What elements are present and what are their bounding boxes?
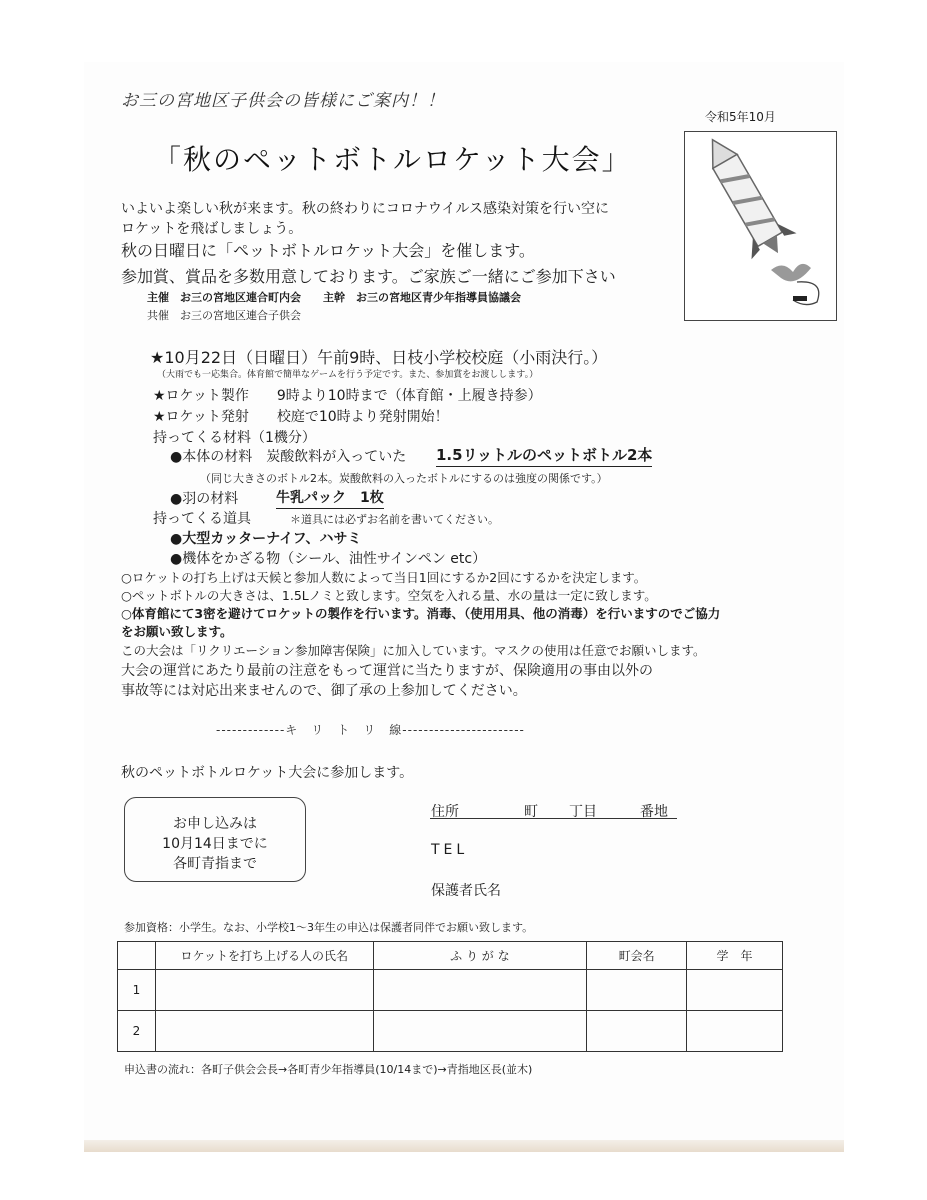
tool-1: ●大型カッターナイフ、ハサミ bbox=[170, 531, 362, 547]
header-grade: 学 年 bbox=[687, 942, 783, 970]
intro-line-3: 秋の日曜日に「ペットボトルロケット大会」を催します。 bbox=[121, 241, 535, 260]
header-town: 町会名 bbox=[587, 942, 687, 970]
cut-line: -------------キ リ ト リ 線----------------------- bbox=[216, 723, 525, 737]
town-cell[interactable] bbox=[587, 1011, 687, 1052]
wing-material-value: 牛乳パック 1枚 bbox=[276, 487, 384, 509]
rain-note: （大雨でも一応集合。体育館で簡単なゲームを行う予定です。また、参加賞をお渡しします。） bbox=[157, 370, 539, 380]
page-title: 「秋のペットボトルロケット大会」 bbox=[153, 143, 632, 176]
body-material-value: 1.5リットルのペットボトル2本 bbox=[436, 444, 652, 467]
furigana-cell[interactable] bbox=[373, 970, 587, 1011]
note-1: ○ロケットの打ち上げは天候と参加人数によって当日1回にするか2回にするかを決定します。 bbox=[121, 570, 647, 585]
note-4: この大会は「リクリエーション参加障害保険」に加入しています。マスクの使用は任意でお願いします。 bbox=[121, 643, 706, 658]
rocket-illustration bbox=[684, 131, 837, 321]
join-statement: 秋のペットボトルロケット大会に参加します。 bbox=[121, 765, 414, 781]
intro-line-4: 参加賞、賞品を多数用意しております。ご家族ご一緒にご参加下さい bbox=[121, 267, 616, 286]
issue-date: 令和5年10月 bbox=[705, 110, 776, 124]
address-label: 住所 bbox=[431, 804, 459, 820]
town-label: 町 bbox=[524, 804, 538, 820]
header-furigana: ふ り が な bbox=[373, 942, 587, 970]
note-3b: をお願い致します。 bbox=[121, 624, 233, 639]
body-material-label: ●本体の材料 炭酸飲料が入っていた bbox=[170, 449, 407, 465]
chome-label: 丁目 bbox=[569, 804, 597, 820]
build-time: ★ロケット製作 9時より10時まで（体育館・上履き持参） bbox=[153, 388, 542, 404]
name-cell[interactable] bbox=[155, 1011, 373, 1052]
row-number: 2 bbox=[118, 1011, 156, 1052]
name-cell[interactable] bbox=[155, 970, 373, 1011]
town-cell[interactable] bbox=[587, 970, 687, 1011]
note-6: 事故等には対応出来ませんので、御了承の上参加してください。 bbox=[121, 683, 527, 699]
address-field[interactable] bbox=[430, 818, 677, 819]
note-3a: ○体育館にて3密を避けてロケットの製作を行います。消毒、（使用用具、他の消毒）を行いますのでご協力 bbox=[121, 606, 721, 621]
deadline-line-3: 各町青指まで bbox=[173, 856, 257, 872]
deadline-box bbox=[124, 797, 306, 882]
registration-table bbox=[117, 941, 783, 1052]
table-header-row bbox=[118, 942, 783, 970]
banchi-label: 番地 bbox=[640, 804, 668, 820]
header-name: ロケットを打ち上げる人の氏名 bbox=[155, 942, 373, 970]
grade-cell[interactable] bbox=[687, 970, 783, 1011]
table-row bbox=[118, 970, 783, 1011]
rocket-icon bbox=[685, 132, 836, 320]
guardian-label: 保護者氏名 bbox=[431, 883, 501, 899]
application-flow: 申込書の流れ：各町子供会会長→各町青少年指導員(10/14まで)→青指地区長(並木) bbox=[124, 1063, 533, 1076]
event-datetime: ★10月22日（日曜日）午前9時、日枝小学校校庭（小雨決行。） bbox=[150, 348, 608, 367]
note-5: 大会の運営にあたり最前の注意をもって運営に当たりますが、保険適用の事由以外の bbox=[121, 663, 653, 679]
tools-heading: 持ってくる道具 bbox=[153, 511, 251, 527]
note-2: ○ペットボトルの大きさは、1.5Lノミと致します。空気を入れる量、水の量は一定に致します。 bbox=[121, 588, 657, 603]
wing-material-label: ●羽の材料 bbox=[170, 491, 239, 507]
deadline-line-1: お申し込みは bbox=[173, 816, 257, 832]
furigana-cell[interactable] bbox=[373, 1011, 587, 1052]
materials-heading: 持ってくる材料（1機分） bbox=[153, 430, 316, 446]
body-material-note: （同じ大きさのボトル2本。炭酸飲料の入ったボトルにするのは強度の関係です。） bbox=[200, 472, 608, 485]
header-number bbox=[118, 942, 156, 970]
intro-line-1: いよいよ楽しい秋が来ます。秋の終わりにコロナウイルス感染対策を行い空に bbox=[121, 201, 610, 217]
grade-cell[interactable] bbox=[687, 1011, 783, 1052]
tools-note: ＊道具には必ずお名前を書いてください。 bbox=[290, 513, 499, 526]
tool-2: ●機体をかざる物（シール、油性サインペン etc） bbox=[170, 551, 487, 567]
greeting-text: お三の宮地区子供会の皆様にご案内！！ bbox=[121, 91, 445, 111]
row-number: 1 bbox=[118, 970, 156, 1011]
paper-edge bbox=[84, 1140, 844, 1152]
eligibility-text: 参加資格：小学生。なお、小学校1～3年生の申込は保護者同伴でお願い致します。 bbox=[124, 921, 534, 934]
table-row bbox=[118, 1011, 783, 1052]
launch-time: ★ロケット発射 校庭で10時より発射開始！ bbox=[153, 409, 449, 425]
tel-label: TEL bbox=[431, 842, 469, 858]
cosponsor-line: 共催 お三の宮地区連合子供会 bbox=[147, 309, 301, 322]
sponsor-line: 主催 お三の宮地区連合町内会 主幹 お三の宮地区青少年指導員協議会 bbox=[147, 291, 521, 304]
intro-line-2: ロケットを飛ばしましょう。 bbox=[121, 221, 303, 237]
deadline-line-2: 10月14日までに bbox=[162, 836, 268, 852]
